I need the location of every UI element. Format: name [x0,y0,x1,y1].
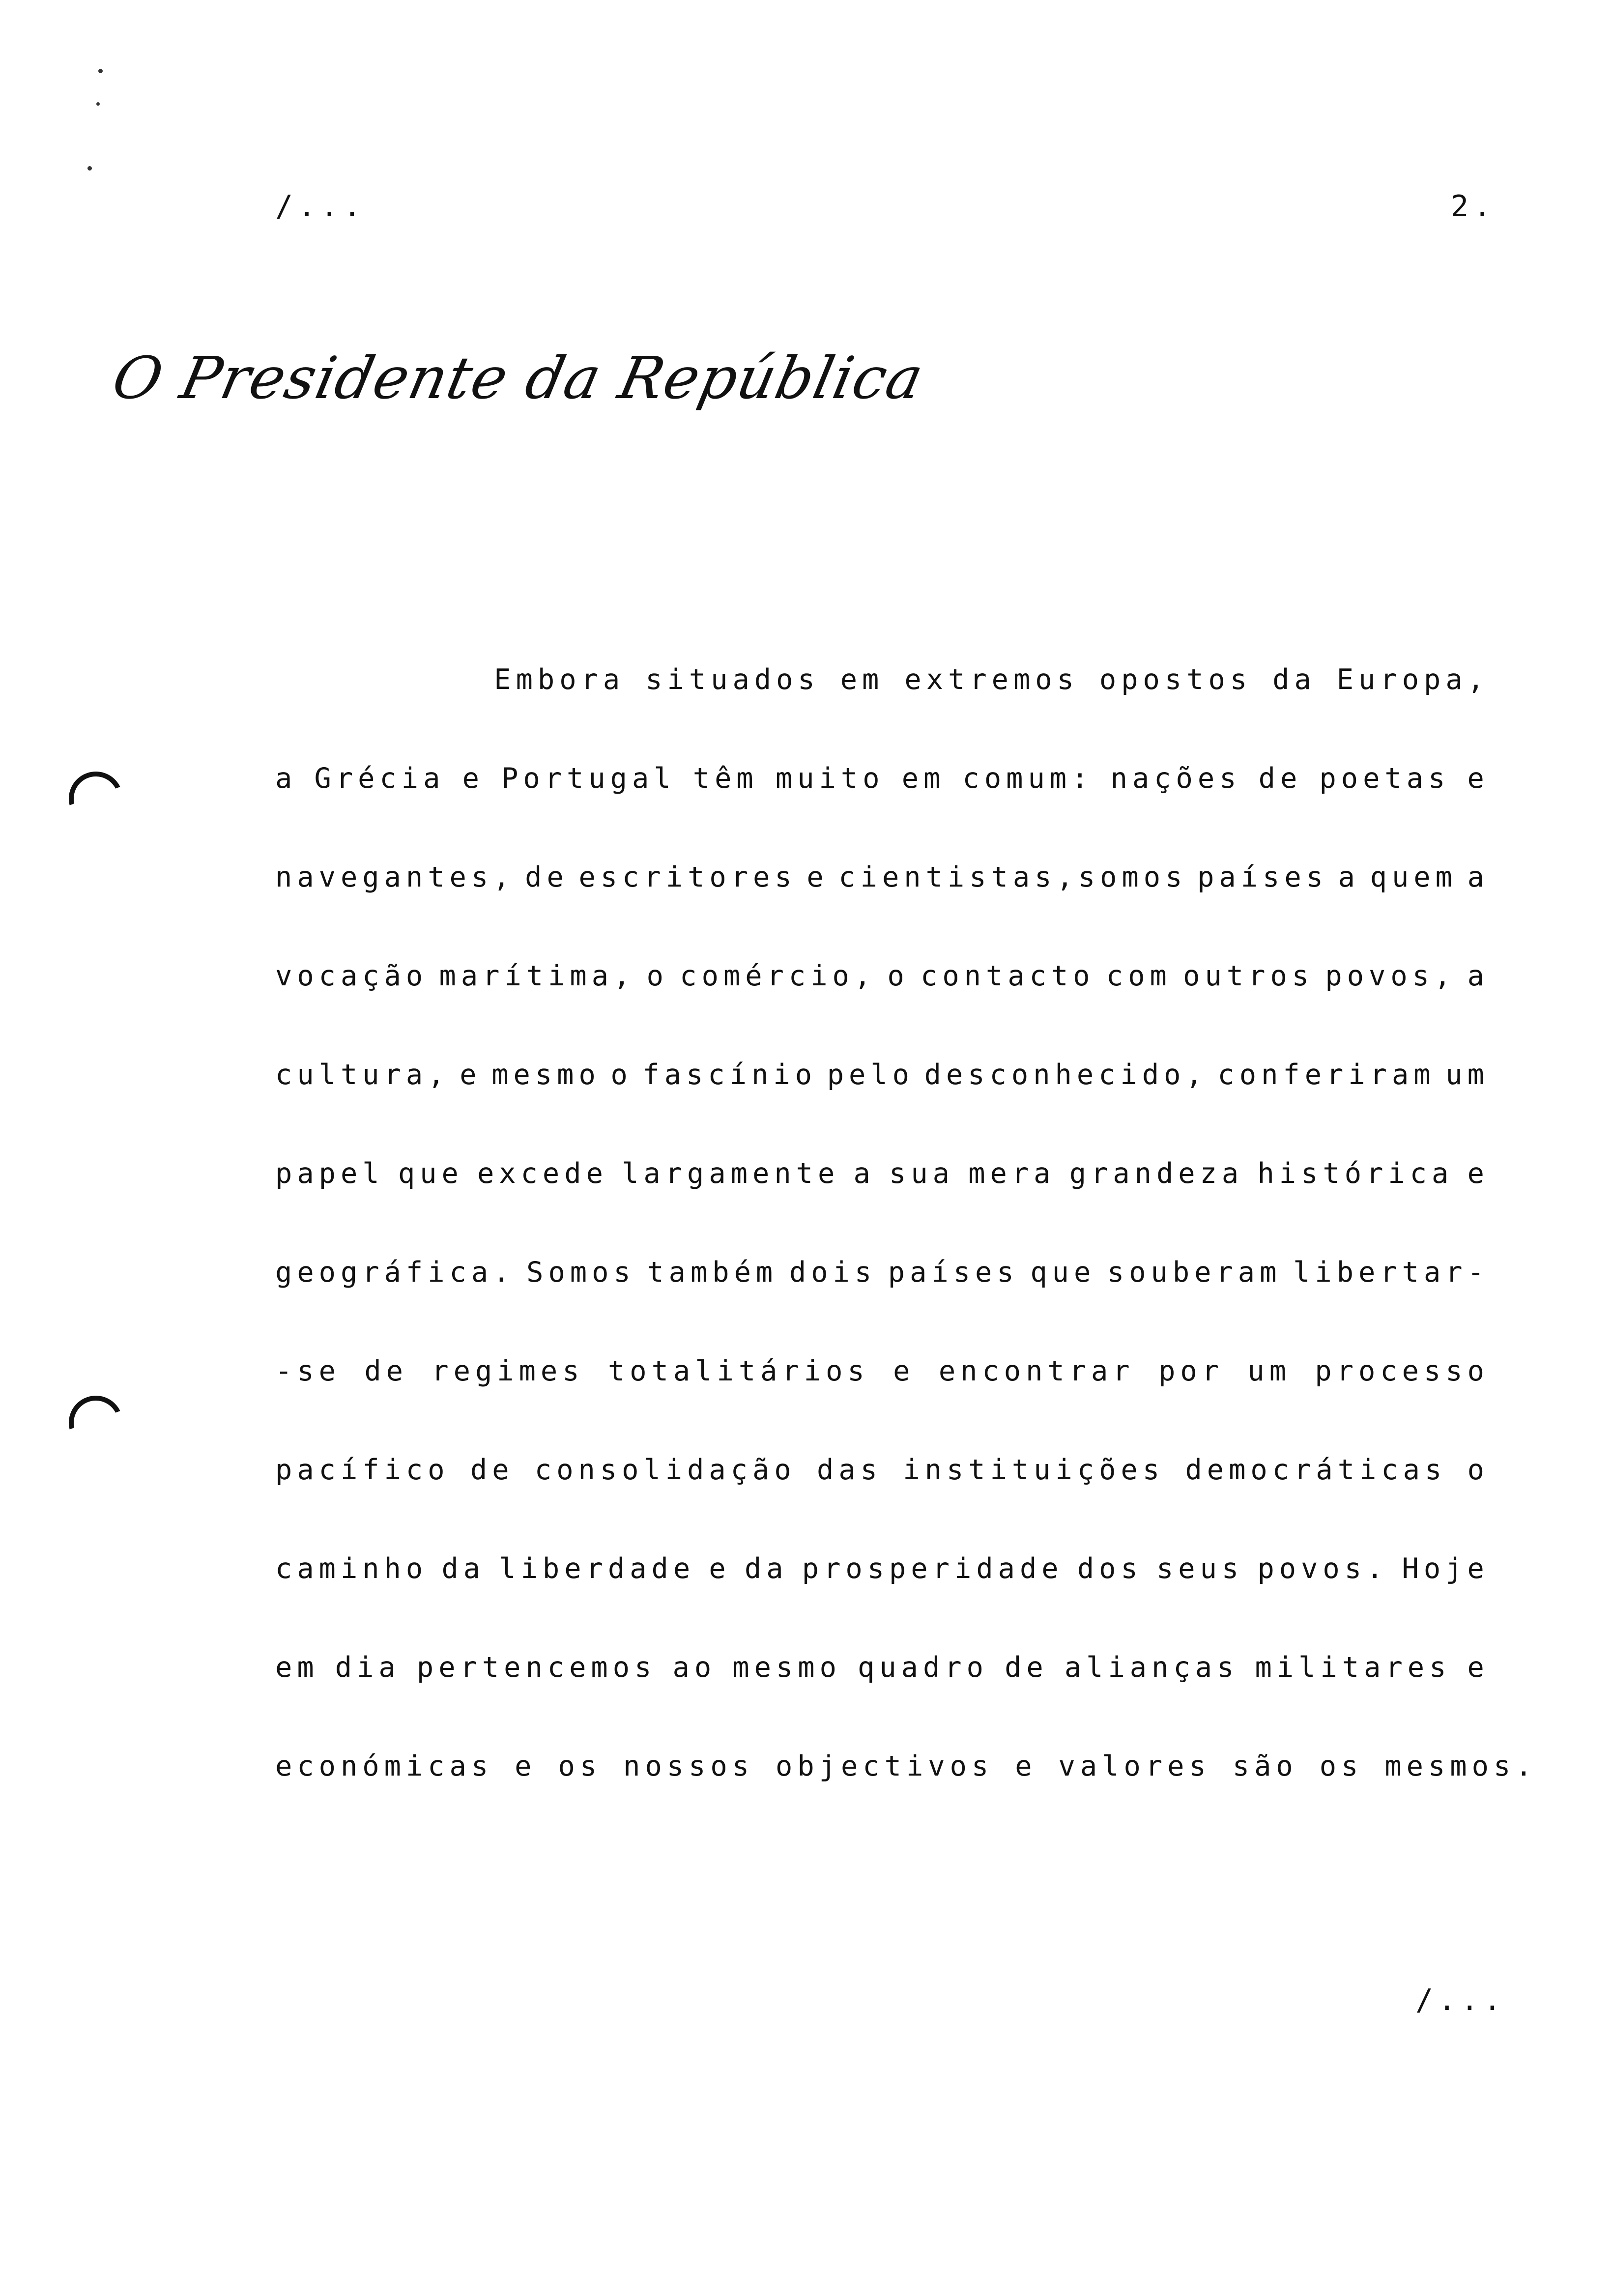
body-word: a [853,1157,875,1190]
body-line [275,1552,1489,1651]
body-word: de [525,861,569,893]
body-word: totalitários [607,1355,869,1387]
body-word: a [275,762,297,795]
body-word: souberam [1107,1256,1282,1289]
hole-punch-mark [61,1388,131,1458]
body-word: geográfica. [275,1256,515,1289]
body-word: e [460,1059,482,1091]
scan-speck [87,166,92,171]
body-word: de [470,1454,514,1486]
body-word: democráticas [1185,1454,1447,1486]
body-word: mesmo [732,1651,841,1684]
body-word: histórica [1257,1157,1454,1190]
body-word: Grécia [314,762,445,795]
body-word: da [441,1552,486,1585]
body-word: contacto [921,960,1095,992]
body-line [275,1454,1489,1552]
letter-body [275,663,1537,1849]
body-word: muito [775,762,885,795]
body-word: económicas [275,1750,493,1782]
body-word: valores [1058,1750,1211,1782]
body-word: quem [1370,861,1457,893]
body-line [275,1750,1537,1849]
scan-speck [98,69,103,73]
body-word: situados [645,663,820,696]
body-word: Hoje [1402,1552,1489,1585]
body-word: instituições [903,1454,1165,1486]
body-word: o [646,960,668,992]
body-word: dos [1077,1552,1143,1585]
body-word: marítima, [439,960,635,992]
body-word: países [888,1256,1019,1289]
body-word: opostos [1099,663,1252,696]
body-word: papel [275,1157,384,1190]
body-word: encontrar [938,1355,1135,1387]
body-line [275,861,1489,960]
body-word: dois [789,1256,877,1289]
continuation-mark-top: /... [275,189,366,224]
body-line [275,1355,1489,1454]
body-word: mesmos. [1384,1750,1537,1782]
body-word: objectivos [776,1750,994,1782]
scan-speck [96,102,100,106]
body-word: Embora [494,663,625,696]
body-word: têm [692,762,758,795]
body-word: e [1467,762,1489,795]
body-line [275,762,1489,861]
body-line [275,960,1489,1059]
body-word: quadro [858,1651,988,1684]
body-word: a [1467,960,1489,992]
continuation-mark-bottom: /... [1415,1983,1506,2017]
body-word: em [840,663,884,696]
body-word: de [364,1355,408,1387]
body-word: cultura, [275,1059,450,1091]
body-word: liberdade [499,1552,695,1585]
body-word: a [1338,861,1360,893]
body-word: mera [968,1157,1056,1190]
body-word: libertar- [1293,1256,1489,1289]
body-word: regimes [432,1355,584,1387]
body-word: em [275,1651,319,1684]
body-word: povos, [1325,960,1456,992]
body-word: um [1445,1059,1489,1091]
body-word: são [1232,1750,1298,1782]
body-word: e [709,1552,731,1585]
body-word: da [1272,663,1316,696]
body-word: os [558,1750,602,1782]
hole-punch-mark [61,764,131,833]
body-word: o [1467,1454,1489,1486]
body-word: e [1015,1750,1037,1782]
body-word: de [1005,1651,1048,1684]
body-word: o [887,960,909,992]
body-word: um [1247,1355,1292,1387]
body-word: dia [335,1651,401,1684]
body-word: povos. [1257,1552,1388,1585]
body-word: das [817,1454,882,1486]
body-word: excede [477,1157,608,1190]
body-word: por [1158,1355,1224,1387]
body-word: Europa, [1336,663,1489,696]
body-word: ao [672,1651,717,1684]
body-word: militares [1255,1651,1451,1684]
body-word: Somos [526,1256,635,1289]
body-word: nações [1110,762,1241,795]
body-word: de [1258,762,1302,795]
body-word: caminho [275,1552,428,1585]
body-word: fascínio [642,1059,817,1091]
body-word: desconhecido, [924,1059,1208,1091]
body-word: e [806,861,829,893]
body-line [275,663,1489,762]
body-word: em [901,762,946,795]
body-word: pacífico [275,1454,450,1486]
body-word: cientistas,somos [838,861,1187,893]
letterhead-title: O Presidente da República [107,344,930,412]
body-word: nossos [623,1750,754,1782]
body-line [275,1256,1489,1355]
body-word: a [1467,861,1489,893]
body-word: e [1467,1157,1489,1190]
body-word: o [610,1059,633,1091]
page-number: 2. [1451,189,1497,224]
body-word: da [744,1552,788,1585]
body-line [275,1059,1489,1157]
body-word: grandeza [1069,1157,1244,1190]
body-word: outros [1183,960,1314,992]
body-word: escritores [578,861,797,893]
body-word: vocação [275,960,428,992]
body-word: os [1319,1750,1363,1782]
body-word: e [893,1355,915,1387]
body-word: -se [275,1355,341,1387]
body-word: navegantes, [275,861,515,893]
body-word: Portugal [501,762,676,795]
body-word: seus [1156,1552,1244,1585]
body-word: processo [1315,1355,1489,1387]
body-word: extremos [904,663,1079,696]
body-word: e [1467,1651,1489,1684]
body-word: que [1030,1256,1096,1289]
body-word: pertencemos [416,1651,657,1684]
body-word: também [647,1256,778,1289]
body-word: conferiram [1217,1059,1436,1091]
body-line [275,1651,1489,1750]
body-word: alianças [1064,1651,1239,1684]
body-word: países [1197,861,1328,893]
body-word: mesmo [491,1059,601,1091]
body-word: comum: [962,762,1094,795]
body-word: consolidação [534,1454,796,1486]
body-word: comércio, [680,960,876,992]
body-word: com [1106,960,1172,992]
body-word: pelo [827,1059,914,1091]
body-word: e [462,762,484,795]
body-line [275,1157,1489,1256]
body-word: sua [889,1157,954,1190]
body-word: poetas [1319,762,1450,795]
body-word: que [398,1157,463,1190]
body-word: e [515,1750,537,1782]
body-word: largamente [622,1157,840,1190]
body-word: prosperidade [802,1552,1064,1585]
